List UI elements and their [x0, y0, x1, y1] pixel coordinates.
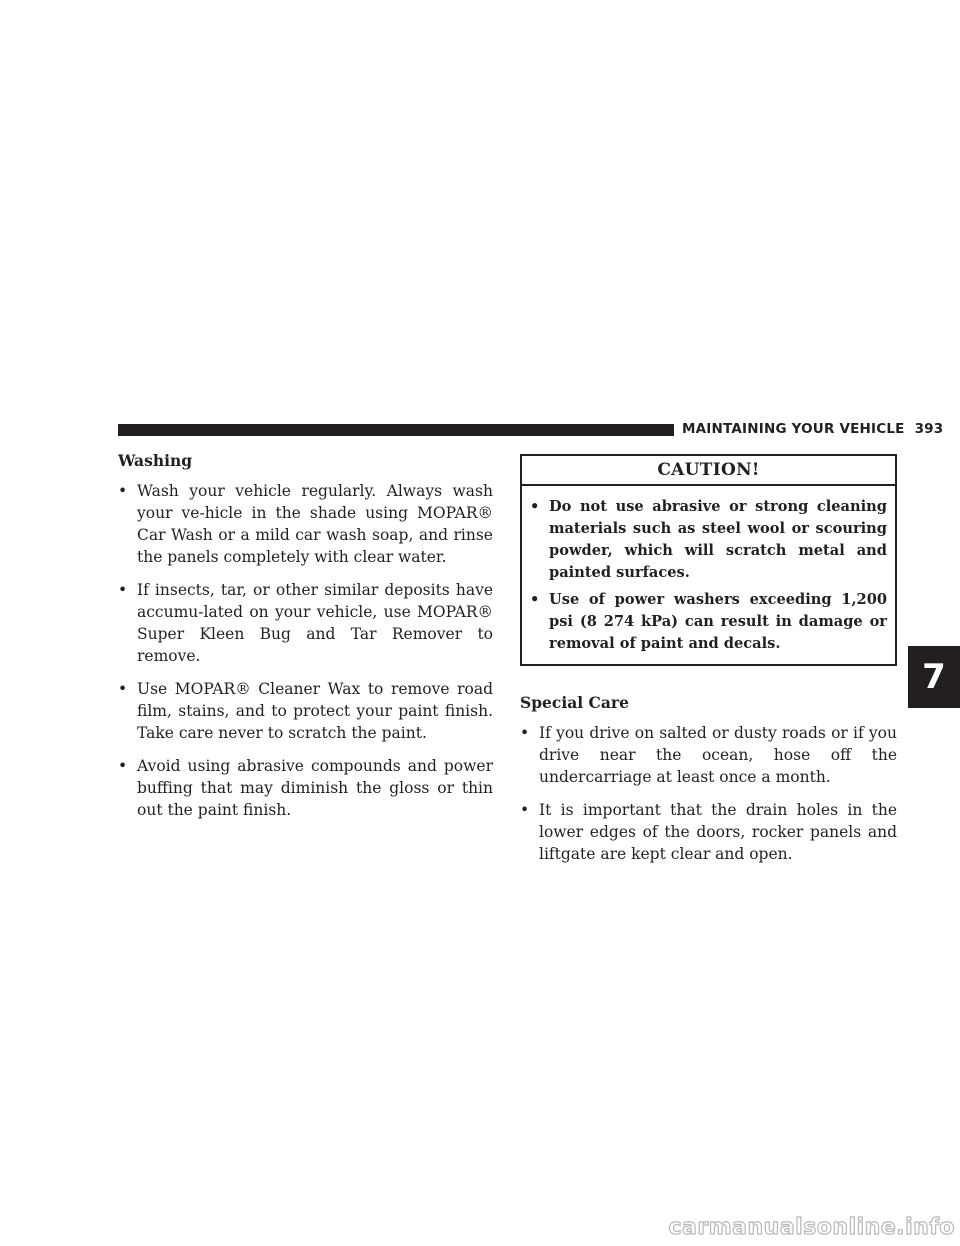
list-item-text: It is important that the drain holes in the lower edges of the doors, rocker panels and liftgate are kept clear and open.	[539, 801, 897, 863]
list-item-text: Use MOPAR® Cleaner Wax to remove road film, stains, and to protect your paint finish. Take care never to scratch the paint.	[137, 680, 493, 742]
list-item	[530, 589, 887, 655]
running-header	[682, 421, 943, 437]
list-item	[520, 799, 897, 865]
special-care-heading: Special Care	[520, 693, 629, 712]
bullet-icon: •	[118, 581, 128, 599]
bullet-icon: •	[530, 591, 540, 608]
section-title: MAINTAINING YOUR VEHICLE	[682, 421, 905, 437]
special-care-list	[520, 722, 897, 865]
bullet-icon: •	[520, 801, 530, 819]
bullet-icon: •	[520, 724, 530, 742]
list-item	[118, 755, 493, 821]
bullet-icon: •	[118, 482, 128, 500]
right-column	[520, 454, 897, 876]
page-number: 393	[914, 421, 944, 437]
watermark-logo	[0, 1212, 960, 1242]
list-item	[520, 722, 897, 788]
list-item-text: Avoid using abrasive compounds and power buffing that may diminish the gloss or thin out the paint finish.	[137, 757, 493, 819]
washing-heading: Washing	[118, 451, 193, 470]
list-item-text: If insects, tar, or other similar deposits have accumu-lated on your vehicle, use MOPAR® Super Kleen Bug and Tar Remover to remove.	[137, 581, 493, 665]
list-item-text: Use of power washers exceeding 1,200 psi (8 274 kPa) can result in damage or removal of paint and decals.	[549, 591, 887, 652]
list-item	[530, 496, 887, 584]
list-item-text: Wash your vehicle regularly. Always wash your ve-hicle in the shade using MOPAR® Car Wash or a mild car wash soap, and rinse the panels completely with clear water.	[137, 482, 493, 566]
svg-text:carmanualsonline.info: carmanualsonline.info	[668, 1215, 955, 1240]
list-item	[118, 480, 493, 568]
list-item-text: Do not use abrasive or strong cleaning materials such as steel wool or scouring powder, which will scratch metal and painted surfaces.	[549, 498, 887, 581]
caution-title: CAUTION!	[522, 456, 895, 486]
list-item	[118, 579, 493, 667]
caution-box	[520, 454, 897, 666]
washing-list	[118, 480, 493, 821]
chapter-tab: 7	[908, 646, 960, 708]
washing-section	[118, 450, 493, 832]
bullet-icon: •	[530, 498, 540, 515]
list-item	[118, 678, 493, 744]
header-rule	[118, 424, 674, 436]
list-item-text: If you drive on salted or dusty roads or if you drive near the ocean, hose off the undercarriage at least once a month.	[539, 724, 897, 786]
bullet-icon: •	[118, 680, 128, 698]
caution-list	[522, 486, 895, 664]
bullet-icon: •	[118, 757, 128, 775]
watermark	[0, 1212, 960, 1242]
